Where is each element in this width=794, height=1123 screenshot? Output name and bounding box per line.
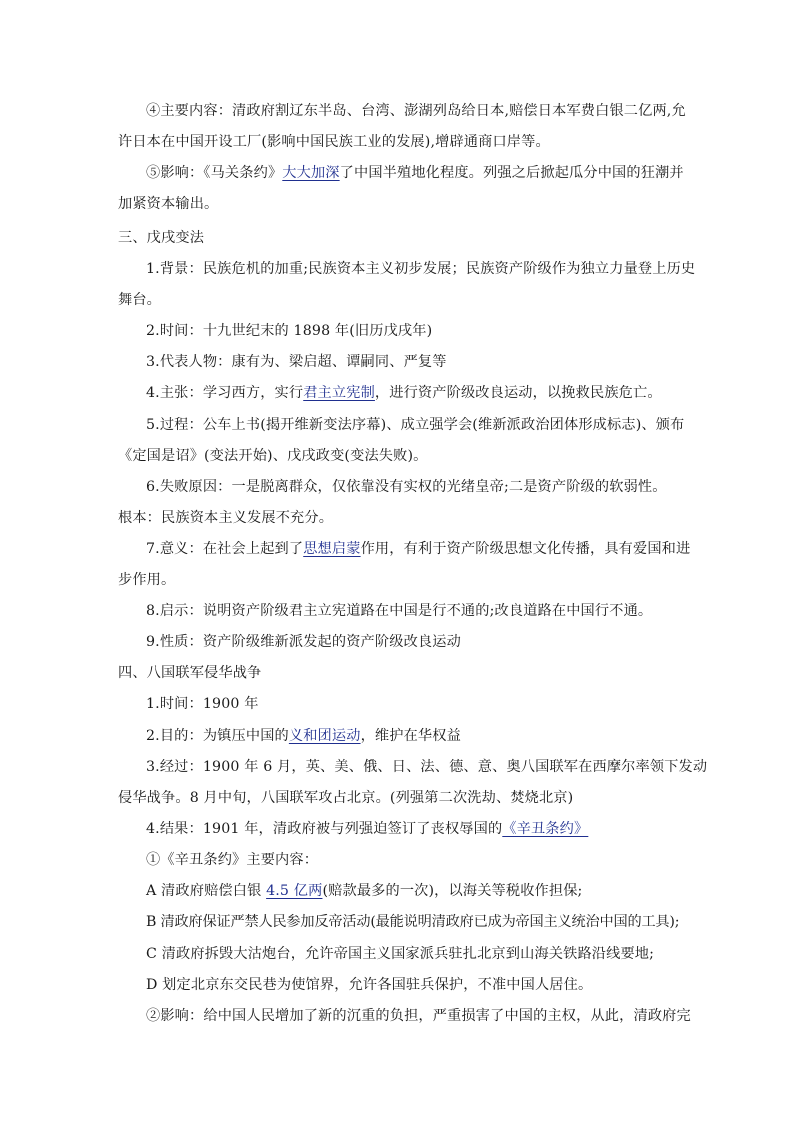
line-text: (赔款最多的一次)，以海关等税收作担保; — [322, 883, 583, 899]
line-text: ，维护在华权益 — [360, 728, 461, 744]
text-line — [118, 445, 794, 467]
text-line — [146, 818, 794, 840]
line-text: 6.失败原因：一是脱离群众，仅依靠没有实权的光绪皇帝;二是资产阶级的软弱性。 — [146, 479, 667, 495]
underlined-term: 思想启蒙 — [303, 541, 361, 557]
text-line — [146, 849, 794, 871]
line-text: ④主要内容：清政府割辽东半岛、台湾、澎湖列岛给日本,赔偿日本军费白银二亿两,允 — [146, 103, 686, 119]
text-line — [146, 476, 794, 498]
text-line — [146, 162, 794, 184]
text-line — [146, 538, 794, 560]
text-line — [118, 569, 794, 591]
line-text: 侵华战争。8 月中旬，八国联军攻占北京。(列强第二次洗劫、焚烧北京) — [118, 790, 574, 806]
line-text: ②影响：给中国人民增加了新的沉重的负担，严重损害了中国的主权，从此，清政府完 — [146, 1008, 691, 1024]
underlined-term: 君主立宪制 — [303, 385, 375, 401]
line-text: ①《辛丑条约》主要内容： — [146, 852, 319, 868]
heading-text: 三、戊戌变法 — [118, 230, 205, 246]
line-text: D 划定北京东交民巷为使馆界，允许各国驻兵保护，不准中国人居住。 — [146, 977, 593, 993]
section-heading — [118, 227, 794, 249]
line-text: 根本：民族资本主义发展不充分。 — [118, 510, 334, 526]
line-text: 了中国半殖地化程度。列强之后掀起瓜分中国的狂潮并 — [339, 165, 684, 181]
text-line — [146, 414, 794, 436]
line-text: ⑤影响：《马关条约》 — [146, 165, 283, 181]
line-text: 1.背景：民族危机的加重;民族资本主义初步发展；民族资产阶级作为独立力量登上历史 — [146, 261, 696, 277]
line-text: ，进行资产阶级改良运动，以挽救民族危亡。 — [374, 385, 662, 401]
underlined-term: 大大加深 — [282, 165, 340, 181]
line-text: 舞台。 — [118, 292, 162, 308]
line-text: 3.经过：1900 年 6 月，英、美、俄、日、法、德、意、奥八国联军在西摩尔率领下发动 — [146, 759, 708, 775]
text-line — [146, 756, 794, 778]
text-line — [146, 100, 794, 122]
text-line — [118, 193, 794, 215]
line-text: 5.过程：公车上书(揭开维新变法序幕)、成立强学会(维新派政治团体形成标志)、颁布 — [146, 417, 685, 433]
text-line — [146, 631, 794, 653]
line-text: C 清政府拆毁大沽炮台，允许帝国主义国家派兵驻扎北京到山海关铁路沿线要地; — [146, 946, 655, 962]
line-text: 《定国是诏》(变法开始)、戊戌政变(变法失败)。 — [118, 448, 428, 464]
line-text: 4.结果：1901 年，清政府被与列强迫签订了丧权辱国的 — [146, 821, 503, 837]
line-text: 4.主张：学习西方，实行 — [146, 385, 304, 401]
text-line — [146, 943, 794, 965]
line-text: 2.时间：十九世纪末的 1898 年(旧历戊戌年) — [146, 323, 433, 339]
text-line — [146, 911, 794, 933]
underlined-term: 义和团运动 — [288, 728, 361, 744]
line-text: 7.意义：在社会上起到了 — [146, 541, 304, 557]
line-text: 加紧资本输出。 — [118, 196, 219, 212]
line-text: B 清政府保证严禁人民参加反帝活动(最能说明清政府已成为帝国主义统治中国的工具); — [146, 914, 680, 930]
line-text: 2.目的：为镇压中国的 — [146, 728, 289, 744]
text-line — [146, 880, 794, 902]
section-heading — [118, 662, 794, 684]
line-text: 8.启示：说明资产阶级君主立宪道路在中国是行不通的;改良道路在中国行不通。 — [146, 603, 653, 619]
text-line — [118, 131, 794, 153]
text-line — [146, 320, 794, 342]
text-line — [146, 974, 794, 996]
text-line — [118, 289, 794, 311]
heading-text: 四、八国联军侵华战争 — [118, 665, 262, 681]
line-text: 9.性质：资产阶级维新派发起的资产阶级改良运动 — [146, 634, 461, 650]
underlined-term: 4.5 亿两 — [266, 883, 323, 899]
line-text: 作用，有利于资产阶级思想文化传播，具有爱国和进 — [360, 541, 691, 557]
line-text: 步作用。 — [118, 572, 176, 588]
text-line — [146, 258, 794, 280]
text-line — [118, 507, 794, 529]
line-text: 许日本在中国开设工厂(影响中国民族工业的发展),增辟通商口岸等。 — [118, 134, 550, 150]
text-line — [118, 787, 794, 809]
text-line — [146, 693, 794, 715]
line-text: A 清政府赔偿白银 — [146, 883, 267, 899]
text-line — [146, 382, 794, 404]
text-line — [146, 1005, 794, 1027]
text-line — [146, 725, 794, 747]
line-text: 1.时间：1900 年 — [146, 696, 259, 712]
line-text: 3.代表人物：康有为、梁启超、谭嗣同、严复等 — [146, 354, 447, 370]
text-line — [146, 600, 794, 622]
underlined-term: 《辛丑条约》 — [502, 821, 589, 837]
text-line — [146, 351, 794, 373]
